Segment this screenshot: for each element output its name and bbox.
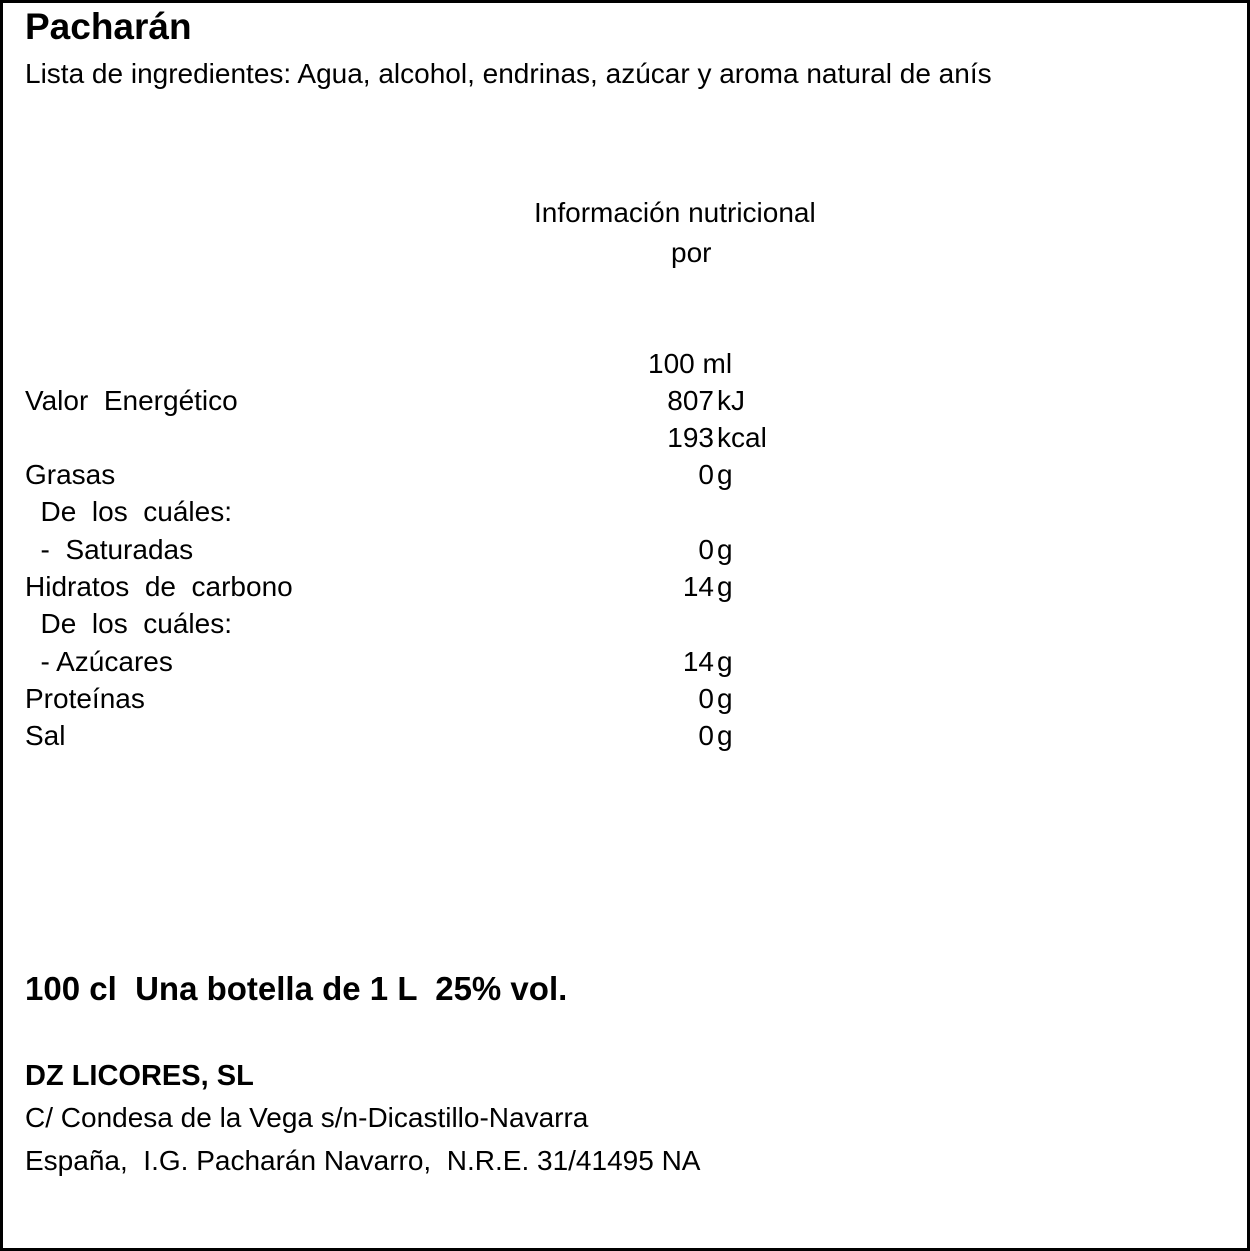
nutrient-value: 0: [698, 534, 714, 565]
nutrient-unit: g: [717, 683, 733, 714]
nutrient-value: 14: [682, 571, 714, 602]
nutrient-unit: kcal: [717, 422, 767, 453]
nutrient-label: Grasas: [25, 459, 116, 490]
nutrient-unit: g: [717, 534, 733, 565]
volume-line: 100 cl Una botella de 1 L 25% vol.: [25, 970, 568, 1007]
nutrient-unit: g: [717, 459, 733, 490]
company-country-line: España, I.G. Pacharán Navarro, N.R.E. 31/41495 NA: [25, 1145, 701, 1176]
nutrient-label: De los cuáles:: [25, 496, 232, 527]
product-title: Pacharán: [25, 6, 192, 47]
nutrient-value: 0: [698, 720, 714, 751]
nutrient-value: 0: [698, 459, 714, 490]
nutrient-label: De los cuáles:: [25, 608, 232, 639]
nutrient-label: Valor Energético: [25, 385, 238, 416]
nutrient-label: - Saturadas: [25, 534, 194, 565]
nutrient-label: Hidratos de carbono: [25, 571, 293, 602]
company-name: DZ LICORES, SL: [25, 1060, 254, 1092]
nutrient-label: Proteínas: [25, 683, 145, 714]
company-address: C/ Condesa de la Vega s/n-Dicastillo-Navarra: [25, 1102, 589, 1133]
ingredients-list: Lista de ingredientes: Agua, alcohol, endrinas, azúcar y aroma natural de anís: [25, 58, 992, 89]
nutrient-label: Sal: [25, 720, 66, 751]
nutrient-unit: kJ: [717, 385, 745, 416]
nutrient-value: 193: [667, 422, 714, 453]
nutrient-unit: g: [717, 571, 733, 602]
nutrient-unit: g: [717, 646, 733, 677]
nutrient-label: - Azúcares: [25, 646, 173, 677]
nutrition-heading-per: por: [671, 237, 712, 268]
nutrient-value: 0: [698, 683, 714, 714]
nutrient-value: 14: [682, 646, 714, 677]
nutrient-value: 807: [667, 385, 714, 416]
nutrient-unit: g: [717, 720, 733, 751]
nutrition-serving: 100 ml: [648, 348, 733, 379]
nutrition-heading: Información nutricional: [534, 197, 816, 228]
